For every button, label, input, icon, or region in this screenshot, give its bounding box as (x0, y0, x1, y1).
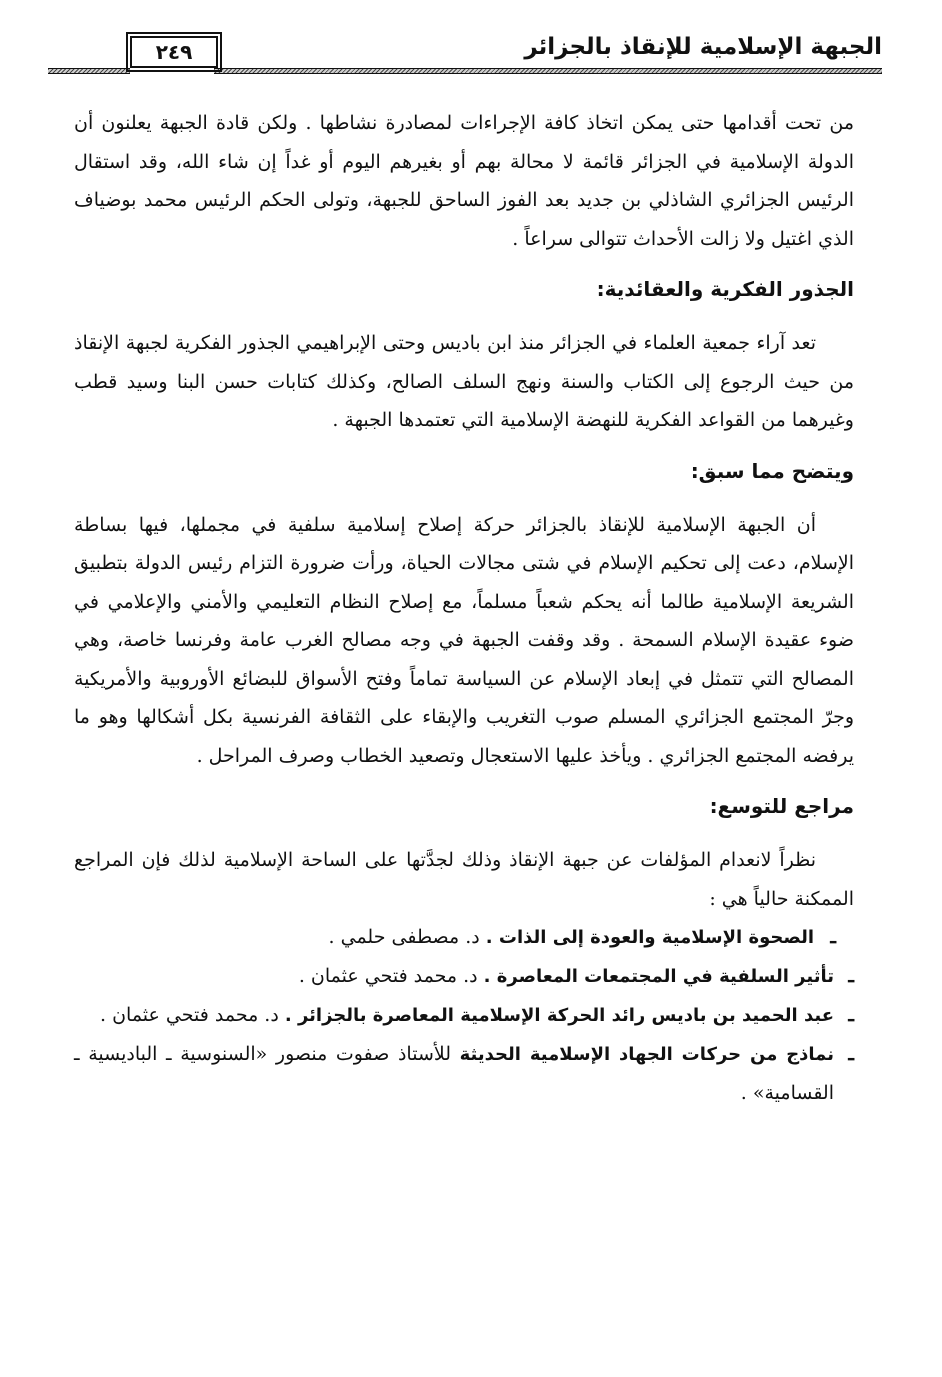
reference-bullet: ـ (848, 1004, 854, 1026)
paragraph-roots: تعد آراء جمعية العلماء في الجزائر منذ ابن باديس وحتى الإبراهيمي الجذور الفكرية لجبهة الإنقاذ من حيث الرجوع إلى الكتاب والسنة ونهج السلف الصالح، وكذلك كتابات حسن البنا وسيد قطب وغيرهما من القواعد الفكرية للنهضة الإسلامية التي تعتمدها الجبهة . (74, 332, 854, 431)
header-rule-tail (48, 68, 130, 74)
reference-bullet: ـ (848, 1043, 854, 1065)
running-header-title: الجبهة الإسلامية للإنقاذ بالجزائر (524, 34, 882, 60)
reference-bullet: ـ (848, 965, 854, 987)
reference-author: د. مصطفى حلمي . (328, 926, 486, 948)
section-heading-roots: الجذور الفكرية والعقائدية: (596, 277, 854, 301)
reference-bullet: ـ (830, 926, 836, 948)
reference-item (74, 918, 854, 957)
section-heading-references: مراجع للتوسع: (709, 794, 854, 818)
paragraph-conclusion: أن الجبهة الإسلامية للإنقاذ بالجزائر حركة إصلاح إسلامية سلفية في مجملها، فيها بساطة الإسلام، دعت إلى تحكيم الإسلام في شتى مجالات الحياة، ورأت ضرورة التزام رئيس الدولة بتطبيق الشريعة الإسلامية طالما أنه يحكم شعباً مسلماً، مع إصلاح النظام التعليمي والأمني والإعلامي في ضوء عقيدة الإسلام السمحة . وقد وقفت الجبهة في وجه مصالح الغرب عامة وفرنسا خاصة، وهي المصالح التي تتمثل في إبعاد الإسلام عن السياسة تماماً وفتح الأسواق للبضائع الأوروبية والأمريكية وجرّ المجتمع الجزائري المسلم صوب التغريب والإبقاء على الثقافة الفرنسية بكل أشكالها وهو ما يرفضه المجتمع الجزائري . ويأخذ عليها الاستعجال وتصعيد الخطاب وصرف المراحل . (74, 513, 854, 767)
header-rule (214, 68, 882, 74)
body-text (74, 104, 854, 1113)
reference-item (74, 996, 854, 1035)
section-heading-conclusion: ويتضح مما سبق: (690, 458, 854, 483)
reference-author: د. محمد فتحي عثمان . (100, 1004, 285, 1026)
reference-author: للأستاذ صفوت منصور «السنوسية ـ الباديسية ـ القسامية» . (74, 1043, 834, 1104)
paragraph-continuation: من تحت أقدامها حتى يمكن اتخاذ كافة الإجراءات لمصادرة نشاطها . ولكن قادة الجبهة يعلنون أن الدولة الإسلامية في الجزائر قائمة لا محالة بهم أو بغيرهم اليوم أو غداً إن شاء الله، وقد استقال الرئيس الجزائري الشاذلي بن جديد بعد الفوز الساحق للجبهة، وتولى الحكم الرئيس محمد بوضياف الذي اغتيل ولا زالت الأحداث تتوالى سراعاً . (74, 112, 854, 250)
page-number: ٢٤٩ (130, 36, 218, 68)
reference-title: الصحوة الإسلامية والعودة إلى الذات . (485, 927, 814, 948)
reference-author: د. محمد فتحي عثمان . (298, 965, 484, 987)
reference-title: نماذج من حركات الجهاد الإسلامية الحديثة (459, 1044, 834, 1065)
reference-item (74, 1035, 854, 1113)
reference-title: عبد الحميد بن باديس رائد الحركة الإسلامية المعاصرة بالجزائر . (284, 1005, 834, 1026)
reference-list (74, 918, 854, 1113)
reference-title: تأثير السلفية في المجتمعات المعاصرة . (483, 966, 834, 987)
running-header (48, 30, 882, 72)
reference-item (74, 957, 854, 996)
paragraph-references-intro: نظراً لانعدام المؤلفات عن جبهة الإنقاذ وذلك لجدَّتها على الساحة الإسلامية لذلك فإن المراجع الممكنة حالياً هي : (74, 849, 854, 910)
